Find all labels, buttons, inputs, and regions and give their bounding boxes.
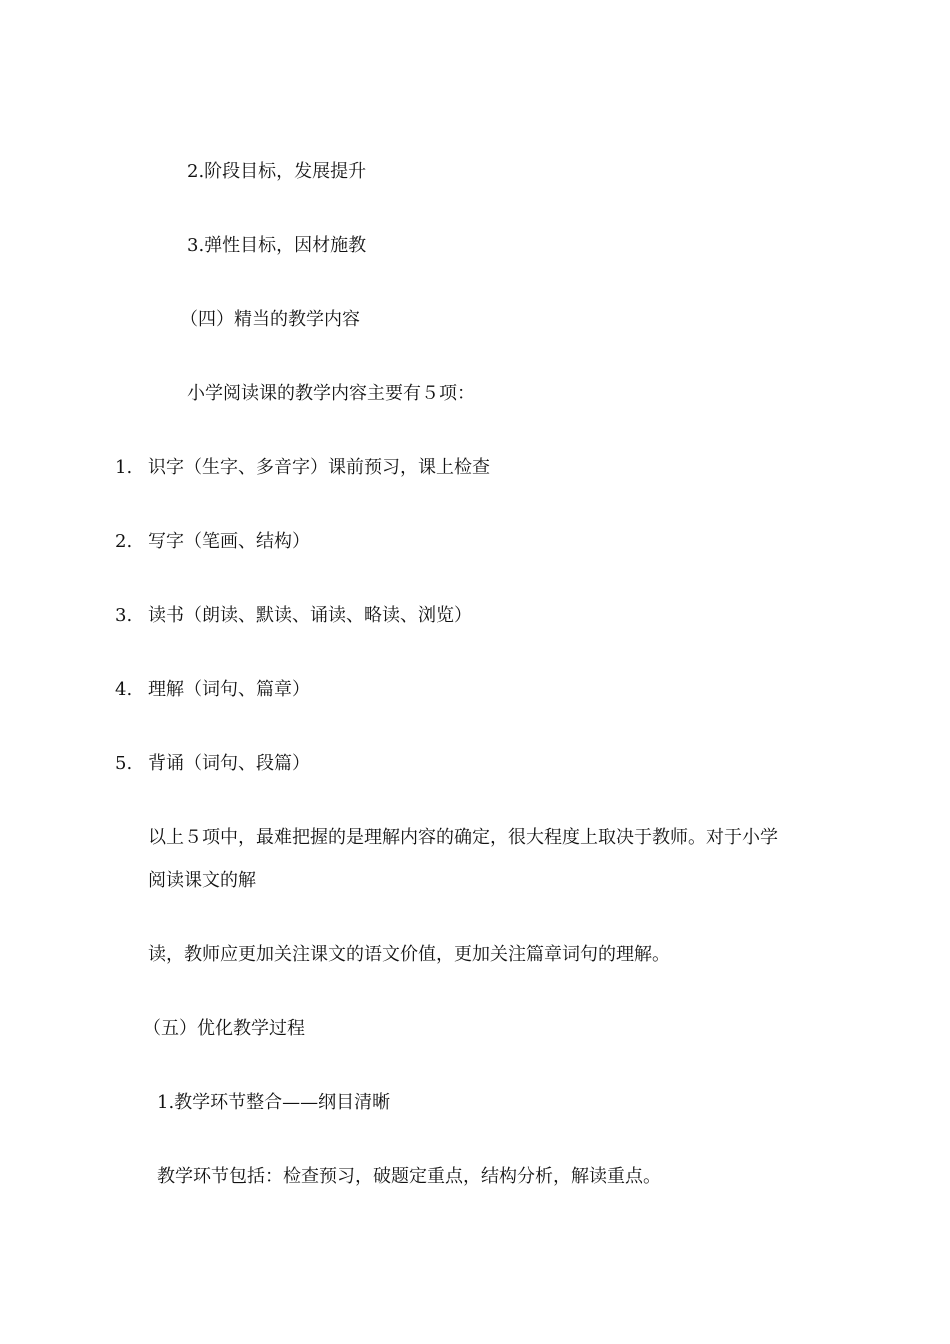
section-4-heading: （四）精当的教学内容 — [180, 309, 360, 330]
list-item-text: 背诵（词句、段篇） — [148, 753, 310, 774]
list-item-text: 写字（笔画、结构） — [148, 531, 310, 552]
list-item-number: 3. — [115, 605, 133, 626]
list-item-number: 4. — [115, 679, 133, 700]
paragraph-line: 以上５项中，最难把握的是理解内容的确定，很大程度上取决于教师。对于小学 — [148, 827, 778, 848]
subsection-heading: 1.教学环节整合——纲目清晰 — [157, 1092, 391, 1113]
list-item-number: 1. — [115, 457, 133, 478]
goal-3-line: 3.弹性目标，因材施教 — [187, 235, 367, 256]
section-5-heading: （五）优化教学过程 — [143, 1018, 305, 1039]
list-item-text: 读书（朗读、默读、诵读、略读、浏览） — [148, 605, 472, 626]
list-item-number: 5. — [115, 753, 133, 774]
list-item-number: 2. — [115, 531, 133, 552]
paragraph-line: 读，教师应更加关注课文的语文价值，更加关注篇章词句的理解。 — [148, 944, 670, 965]
subsection-text: 教学环节包括：检查预习，破题定重点，结构分析，解读重点。 — [157, 1166, 661, 1187]
paragraph-line: 阅读课文的解 — [148, 870, 256, 891]
list-item-text: 识字（生字、多音字）课前预习，课上检查 — [148, 457, 490, 478]
content-intro: 小学阅读课的教学内容主要有５项： — [187, 383, 475, 404]
goal-2-line: 2.阶段目标，发展提升 — [187, 161, 367, 182]
list-item-text: 理解（词句、篇章） — [148, 679, 310, 700]
